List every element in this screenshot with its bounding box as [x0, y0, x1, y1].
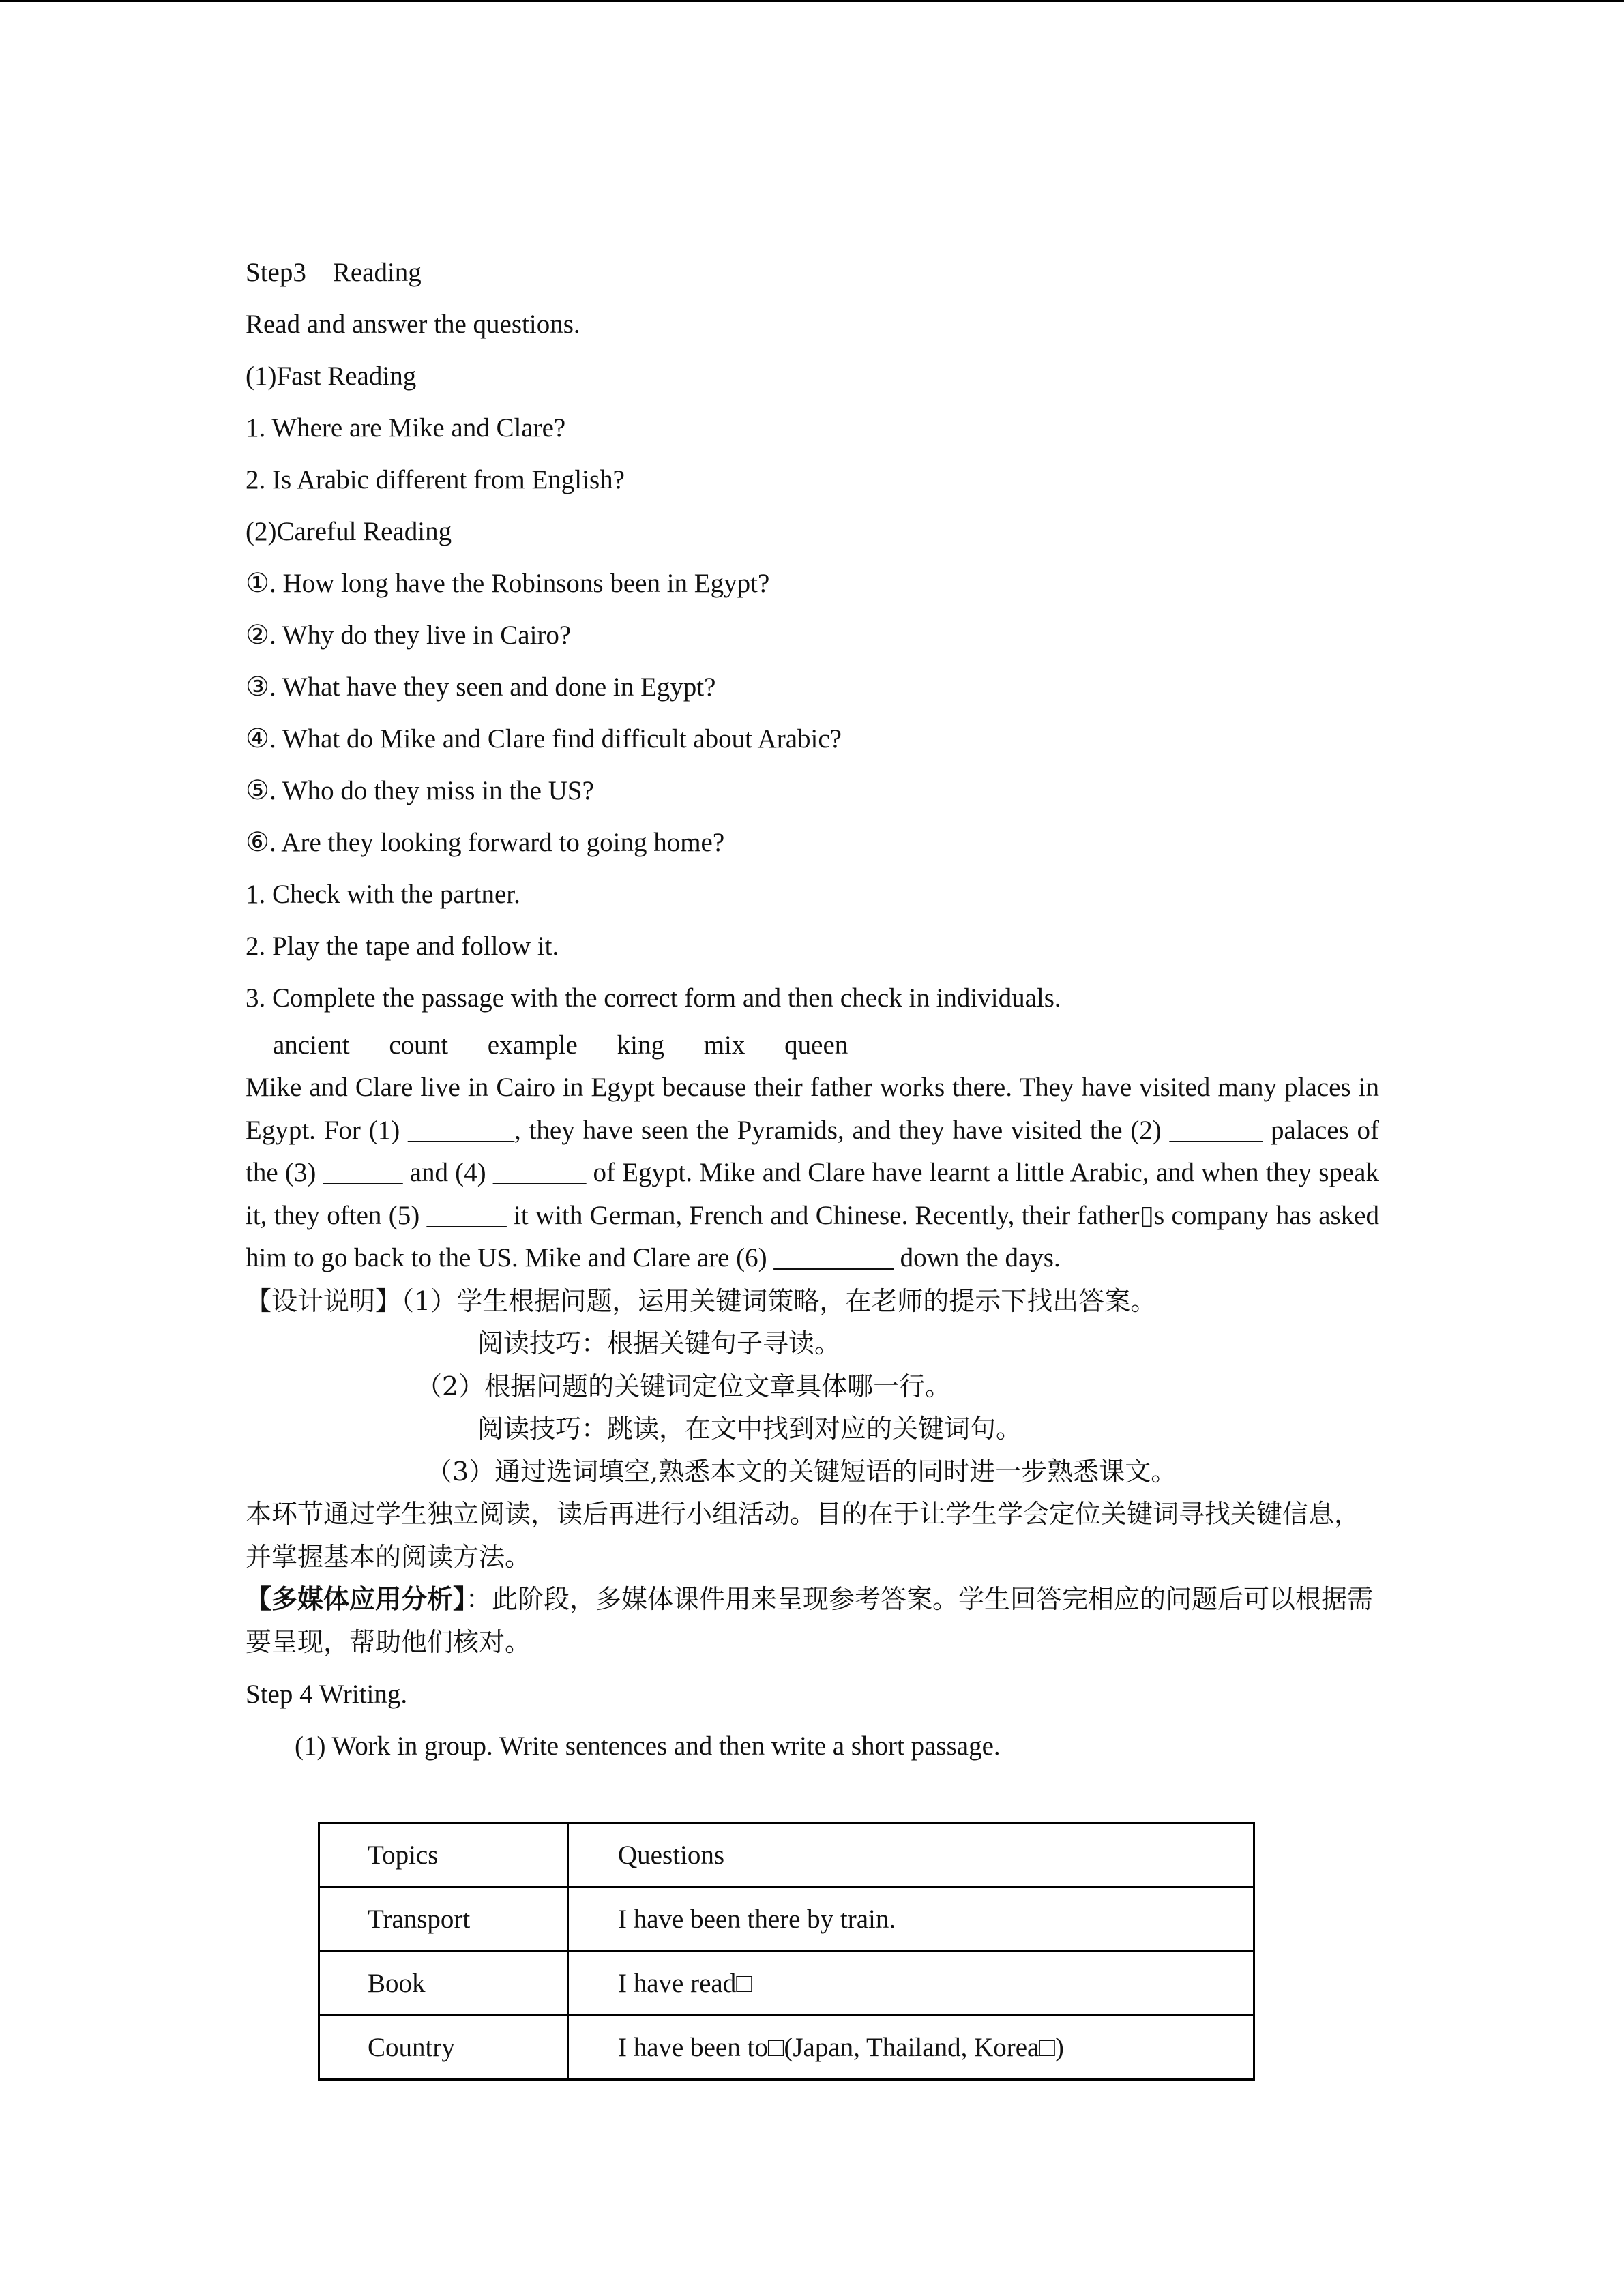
word-bank	[246, 1024, 1379, 1067]
blank-1: ________	[408, 1115, 515, 1145]
blank-5: ______	[426, 1200, 507, 1230]
document-page	[246, 247, 1379, 1772]
multimedia-label: 【多媒体应用分析】	[246, 1583, 467, 1614]
table-header-row	[319, 1823, 1254, 1888]
step3-instruction: Read and answer the questions.	[246, 310, 580, 339]
design-notes-item-2: （2）根据问题的关键词定位文章具体哪一行。	[416, 1371, 951, 1401]
passage-text: , they have seen the Pyramids, and they have visited the (2)	[514, 1115, 1170, 1145]
careful-reading-heading: (2)Careful Reading	[246, 517, 452, 546]
task-2: 2. Play the tape and follow it.	[246, 931, 559, 961]
multimedia-text: ：此阶段，多媒体课件用来呈现参考答案。学生回答完相应的问题后可以根据需要呈现，帮助他们核对。	[246, 1584, 1374, 1657]
fast-reading-heading: (1)Fast Reading	[246, 361, 417, 391]
top-border-line	[0, 0, 1624, 2]
design-notes-item-3: （3）通过选词填空,熟悉本文的关键短语的同时进一步熟悉课文。	[426, 1456, 1177, 1487]
careful-question-5: ⑤. Who do they miss in the US?	[246, 776, 594, 805]
careful-question-2: ②. Why do they live in Cairo?	[246, 621, 572, 650]
word-bank-item: count	[389, 1030, 449, 1060]
careful-question-6: ⑥. Are they looking forward to going home?	[246, 828, 725, 857]
word-bank-item: queen	[784, 1030, 848, 1060]
passage-text: of Egypt. Mike and Clare have learnt a little Arabic, and when they speak it, they often (5)	[246, 1158, 1379, 1230]
step3-title: Step3 Reading	[246, 258, 422, 287]
table-header-cell: Questions	[568, 1823, 1254, 1888]
passage-text: and (4)	[402, 1158, 493, 1187]
fast-question-2: 2. Is Arabic different from English?	[246, 465, 625, 494]
table-header-cell: Topics	[319, 1823, 568, 1888]
table-cell: I have been to□(Japan, Thailand, Korea□)	[568, 2016, 1254, 2080]
word-bank-item: example	[487, 1030, 578, 1060]
blank-3: ______	[323, 1158, 403, 1187]
step4-title: Step 4 Writing.	[246, 1680, 408, 1709]
table-row	[319, 2016, 1254, 2080]
design-notes-tip-1: 阅读技巧：根据关键句子寻读。	[477, 1328, 841, 1358]
table-cell: Book	[319, 1952, 568, 2016]
passage-text: it with German, French and Chinese. Recently, their father▯s company has asked him to go back to the US. Mike and Clare are (6)	[246, 1200, 1379, 1272]
task-1: 1. Check with the partner.	[246, 880, 520, 909]
task-3: 3. Complete the passage with the correct form and then check in individuals.	[246, 983, 1061, 1013]
design-notes-label: 【设计说明】	[246, 1285, 402, 1316]
table-cell: I have read□	[568, 1952, 1254, 2016]
table-cell: I have been there by train.	[568, 1888, 1254, 1952]
word-bank-item: mix	[703, 1030, 745, 1060]
design-notes-line-1	[246, 1280, 1379, 1323]
table-row	[319, 1888, 1254, 1952]
multimedia-analysis	[246, 1578, 1379, 1663]
careful-question-3: ③. What have they seen and done in Egypt?	[246, 672, 716, 702]
careful-question-4: ④. What do Mike and Clare find difficult about Arabic?	[246, 724, 842, 754]
table-cell: Transport	[319, 1888, 568, 1952]
blank-4: _______	[492, 1158, 587, 1187]
table-cell: Country	[319, 2016, 568, 2080]
fast-question-1: 1. Where are Mike and Clare?	[246, 413, 566, 443]
blank-2: _______	[1169, 1115, 1263, 1145]
passage-text: Mike and Clare live in Cairo in Egypt because their father works there. They have visited many places in Egypt. For (1)	[246, 1073, 1379, 1145]
table-row	[319, 1952, 1254, 2016]
word-bank-item: ancient	[273, 1030, 350, 1060]
passage-text: palaces of the (3)	[246, 1115, 1380, 1187]
design-notes-tip-2: 阅读技巧：跳读，在文中找到对应的关键词句。	[477, 1414, 1022, 1444]
passage-text: down the days.	[893, 1243, 1061, 1272]
word-bank-item: king	[617, 1030, 664, 1060]
careful-question-1: ①. How long have the Robinsons been in Egypt?	[246, 569, 770, 598]
step4-instruction: (1) Work in group. Write sentences and then write a short passage.	[295, 1731, 1001, 1761]
design-notes-item-1: （1）学生根据问题，运用关键词策略，在老师的提示下找出答案。	[401, 1285, 1157, 1316]
blank-6: _________	[773, 1243, 894, 1272]
cloze-passage	[246, 1067, 1379, 1280]
topics-table	[318, 1822, 1255, 2081]
design-notes-summary: 本环节通过学生独立阅读，读后再进行小组活动。目的在于让学生学会定位关键词寻找关键信息，并掌握基本的阅读方法。	[246, 1499, 1361, 1572]
